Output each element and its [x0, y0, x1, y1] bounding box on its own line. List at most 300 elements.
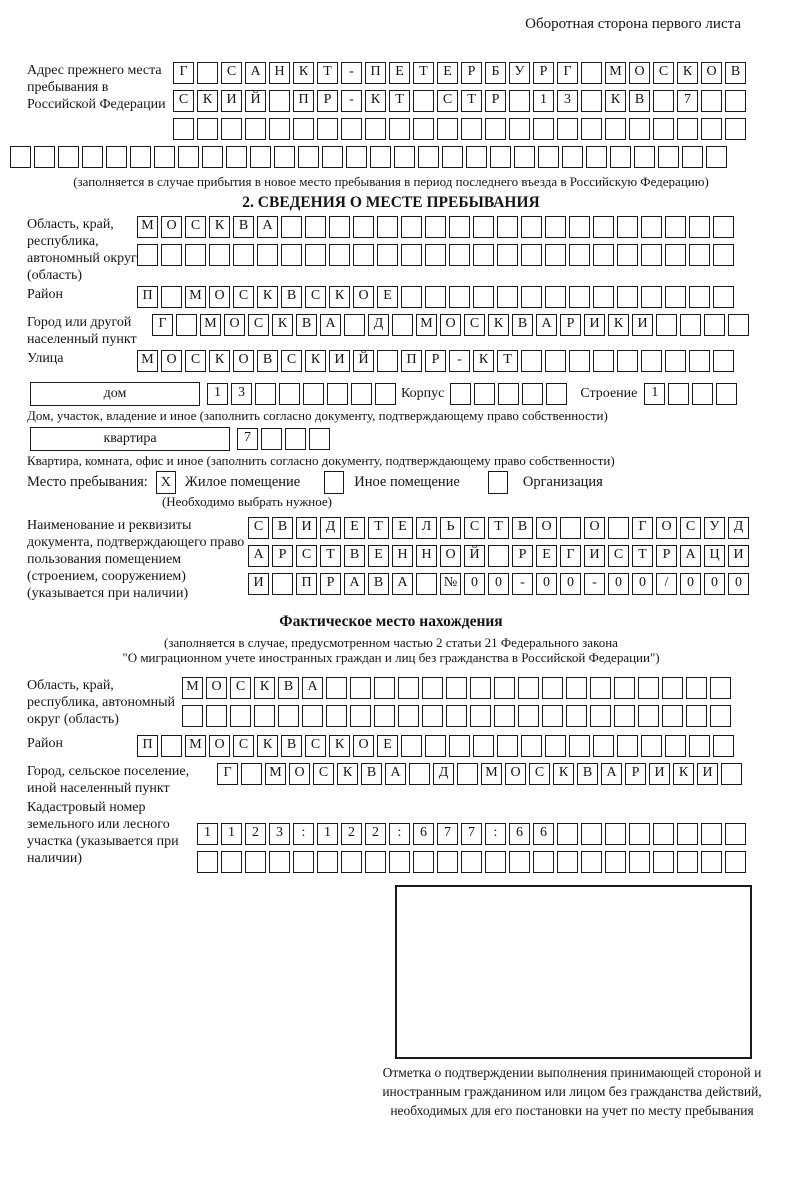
char-cell[interactable]: [634, 146, 655, 168]
char-cell[interactable]: [557, 118, 578, 140]
char-cell[interactable]: В: [361, 763, 382, 785]
char-cell[interactable]: [494, 705, 515, 727]
char-cell[interactable]: [326, 705, 347, 727]
char-cell[interactable]: 0: [680, 573, 701, 595]
char-cell[interactable]: Р: [485, 90, 506, 112]
char-cell[interactable]: Е: [368, 545, 389, 567]
char-cell[interactable]: 0: [632, 573, 653, 595]
char-cell[interactable]: 0: [608, 573, 629, 595]
char-cell[interactable]: [546, 383, 567, 405]
char-cell[interactable]: [590, 705, 611, 727]
char-cell[interactable]: А: [344, 573, 365, 595]
char-cell[interactable]: [377, 216, 398, 238]
char-cell[interactable]: [221, 118, 242, 140]
char-cell[interactable]: [614, 677, 635, 699]
char-cell[interactable]: [605, 851, 626, 873]
char-cell[interactable]: [365, 118, 386, 140]
char-cell[interactable]: [689, 735, 710, 757]
char-cell[interactable]: С: [296, 545, 317, 567]
char-cell[interactable]: 1: [207, 383, 228, 405]
char-cell[interactable]: [593, 244, 614, 266]
char-cell[interactable]: О: [505, 763, 526, 785]
char-cell[interactable]: [665, 286, 686, 308]
char-cell[interactable]: [322, 146, 343, 168]
char-cell[interactable]: [629, 118, 650, 140]
char-cell[interactable]: Е: [389, 62, 410, 84]
char-cell[interactable]: Р: [272, 545, 293, 567]
char-cell[interactable]: М: [200, 314, 221, 336]
char-cell[interactable]: [466, 146, 487, 168]
char-cell[interactable]: У: [509, 62, 530, 84]
char-cell[interactable]: [281, 244, 302, 266]
char-cell[interactable]: [497, 735, 518, 757]
char-cell[interactable]: [226, 146, 247, 168]
char-cell[interactable]: [569, 216, 590, 238]
char-cell[interactable]: [398, 705, 419, 727]
char-cell[interactable]: [713, 735, 734, 757]
char-cell[interactable]: К: [337, 763, 358, 785]
char-cell[interactable]: [713, 244, 734, 266]
char-cell[interactable]: П: [293, 90, 314, 112]
char-cell[interactable]: [710, 677, 731, 699]
char-cell[interactable]: [566, 705, 587, 727]
char-cell[interactable]: [375, 383, 396, 405]
char-cell[interactable]: О: [353, 735, 374, 757]
char-cell[interactable]: [581, 851, 602, 873]
char-cell[interactable]: [545, 216, 566, 238]
char-cell[interactable]: [521, 216, 542, 238]
char-cell[interactable]: [725, 118, 746, 140]
char-cell[interactable]: М: [265, 763, 286, 785]
char-cell[interactable]: [425, 735, 446, 757]
char-cell[interactable]: С: [608, 545, 629, 567]
char-cell[interactable]: [617, 244, 638, 266]
char-cell[interactable]: [497, 286, 518, 308]
char-cell[interactable]: [327, 383, 348, 405]
char-cell[interactable]: 6: [533, 823, 554, 845]
char-cell[interactable]: В: [512, 314, 533, 336]
char-cell[interactable]: [473, 216, 494, 238]
char-cell[interactable]: [725, 90, 746, 112]
char-cell[interactable]: [473, 286, 494, 308]
char-cell[interactable]: [206, 705, 227, 727]
char-cell[interactable]: [298, 146, 319, 168]
char-cell[interactable]: С: [281, 350, 302, 372]
char-cell[interactable]: [710, 705, 731, 727]
char-cell[interactable]: К: [677, 62, 698, 84]
char-cell[interactable]: 1: [197, 823, 218, 845]
char-cell[interactable]: [202, 146, 223, 168]
char-cell[interactable]: [401, 244, 422, 266]
char-cell[interactable]: [305, 216, 326, 238]
char-cell[interactable]: [653, 823, 674, 845]
char-cell[interactable]: [557, 851, 578, 873]
char-cell[interactable]: 0: [536, 573, 557, 595]
char-cell[interactable]: [617, 350, 638, 372]
char-cell[interactable]: Б: [485, 62, 506, 84]
char-cell[interactable]: Р: [317, 90, 338, 112]
char-cell[interactable]: [394, 146, 415, 168]
char-cell[interactable]: [605, 823, 626, 845]
char-cell[interactable]: О: [701, 62, 722, 84]
char-cell[interactable]: В: [344, 545, 365, 567]
char-cell[interactable]: [538, 146, 559, 168]
char-cell[interactable]: [497, 244, 518, 266]
char-cell[interactable]: [629, 823, 650, 845]
char-cell[interactable]: В: [257, 350, 278, 372]
char-cell[interactable]: [522, 383, 543, 405]
char-cell[interactable]: А: [601, 763, 622, 785]
char-cell[interactable]: А: [248, 545, 269, 567]
char-cell[interactable]: П: [365, 62, 386, 84]
char-cell[interactable]: 7: [461, 823, 482, 845]
char-cell[interactable]: К: [209, 216, 230, 238]
char-cell[interactable]: С: [437, 90, 458, 112]
char-cell[interactable]: [545, 244, 566, 266]
char-cell[interactable]: [521, 286, 542, 308]
char-cell[interactable]: 0: [728, 573, 749, 595]
char-cell[interactable]: [590, 677, 611, 699]
char-cell[interactable]: [593, 350, 614, 372]
char-cell[interactable]: [457, 763, 478, 785]
char-cell[interactable]: И: [584, 545, 605, 567]
char-cell[interactable]: [245, 851, 266, 873]
char-cell[interactable]: [542, 705, 563, 727]
char-cell[interactable]: [569, 735, 590, 757]
char-cell[interactable]: Д: [433, 763, 454, 785]
char-cell[interactable]: [461, 851, 482, 873]
char-cell[interactable]: Й: [245, 90, 266, 112]
char-cell[interactable]: [106, 146, 127, 168]
char-cell[interactable]: И: [248, 573, 269, 595]
char-cell[interactable]: С: [313, 763, 334, 785]
char-cell[interactable]: [437, 851, 458, 873]
char-cell[interactable]: В: [233, 216, 254, 238]
char-cell[interactable]: С: [248, 314, 269, 336]
char-cell[interactable]: И: [296, 517, 317, 539]
char-cell[interactable]: [533, 851, 554, 873]
char-cell[interactable]: О: [629, 62, 650, 84]
char-cell[interactable]: М: [185, 735, 206, 757]
char-cell[interactable]: М: [137, 350, 158, 372]
char-cell[interactable]: [293, 118, 314, 140]
char-cell[interactable]: Д: [728, 517, 749, 539]
char-cell[interactable]: Р: [625, 763, 646, 785]
char-cell[interactable]: [470, 677, 491, 699]
char-cell[interactable]: [344, 314, 365, 336]
char-cell[interactable]: Г: [173, 62, 194, 84]
char-cell[interactable]: [303, 383, 324, 405]
char-cell[interactable]: [425, 244, 446, 266]
char-cell[interactable]: [689, 350, 710, 372]
char-cell[interactable]: [518, 677, 539, 699]
char-cell[interactable]: [677, 823, 698, 845]
char-cell[interactable]: [521, 350, 542, 372]
char-cell[interactable]: В: [725, 62, 746, 84]
char-cell[interactable]: С: [221, 62, 242, 84]
char-cell[interactable]: [450, 383, 471, 405]
char-cell[interactable]: А: [536, 314, 557, 336]
char-cell[interactable]: К: [673, 763, 694, 785]
char-cell[interactable]: №: [440, 573, 461, 595]
char-cell[interactable]: [485, 851, 506, 873]
char-cell[interactable]: 0: [464, 573, 485, 595]
char-cell[interactable]: [653, 851, 674, 873]
char-cell[interactable]: [209, 244, 230, 266]
char-cell[interactable]: [230, 705, 251, 727]
char-cell[interactable]: О: [584, 517, 605, 539]
char-cell[interactable]: [721, 763, 742, 785]
char-cell[interactable]: [677, 118, 698, 140]
char-cell[interactable]: [728, 314, 749, 336]
char-cell[interactable]: Г: [560, 545, 581, 567]
char-cell[interactable]: [497, 216, 518, 238]
char-cell[interactable]: 1: [317, 823, 338, 845]
char-cell[interactable]: К: [272, 314, 293, 336]
char-cell[interactable]: :: [389, 823, 410, 845]
char-cell[interactable]: И: [584, 314, 605, 336]
char-cell[interactable]: [346, 146, 367, 168]
char-cell[interactable]: [473, 735, 494, 757]
char-cell[interactable]: М: [137, 216, 158, 238]
char-cell[interactable]: В: [512, 517, 533, 539]
char-cell[interactable]: М: [481, 763, 502, 785]
char-cell[interactable]: [581, 62, 602, 84]
char-cell[interactable]: [130, 146, 151, 168]
char-cell[interactable]: И: [728, 545, 749, 567]
char-cell[interactable]: К: [305, 350, 326, 372]
char-cell[interactable]: [161, 286, 182, 308]
char-cell[interactable]: [269, 118, 290, 140]
char-cell[interactable]: [269, 90, 290, 112]
char-cell[interactable]: Г: [152, 314, 173, 336]
char-cell[interactable]: Р: [425, 350, 446, 372]
char-cell[interactable]: [514, 146, 535, 168]
char-cell[interactable]: [545, 350, 566, 372]
char-cell[interactable]: [449, 286, 470, 308]
char-cell[interactable]: Р: [656, 545, 677, 567]
char-cell[interactable]: Г: [217, 763, 238, 785]
char-cell[interactable]: С: [305, 286, 326, 308]
char-cell[interactable]: Н: [269, 62, 290, 84]
char-cell[interactable]: С: [653, 62, 674, 84]
char-cell[interactable]: О: [233, 350, 254, 372]
char-cell[interactable]: [704, 314, 725, 336]
char-cell[interactable]: А: [385, 763, 406, 785]
char-cell[interactable]: [474, 383, 495, 405]
char-cell[interactable]: Е: [377, 735, 398, 757]
char-cell[interactable]: [309, 428, 330, 450]
char-cell[interactable]: [326, 677, 347, 699]
char-cell[interactable]: [353, 244, 374, 266]
char-cell[interactable]: [389, 118, 410, 140]
char-cell[interactable]: [446, 677, 467, 699]
char-cell[interactable]: М: [182, 677, 203, 699]
char-cell[interactable]: К: [329, 735, 350, 757]
char-cell[interactable]: [161, 244, 182, 266]
char-cell[interactable]: [341, 851, 362, 873]
char-cell[interactable]: [662, 705, 683, 727]
char-cell[interactable]: Н: [416, 545, 437, 567]
char-cell[interactable]: [653, 90, 674, 112]
char-cell[interactable]: К: [473, 350, 494, 372]
char-cell[interactable]: [442, 146, 463, 168]
char-cell[interactable]: [374, 705, 395, 727]
char-cell[interactable]: [351, 383, 372, 405]
char-cell[interactable]: А: [257, 216, 278, 238]
char-cell[interactable]: [274, 146, 295, 168]
char-cell[interactable]: [662, 677, 683, 699]
char-cell[interactable]: [725, 851, 746, 873]
char-cell[interactable]: [269, 851, 290, 873]
char-cell[interactable]: [668, 383, 689, 405]
char-cell[interactable]: 1: [644, 383, 665, 405]
char-cell[interactable]: [545, 286, 566, 308]
char-cell[interactable]: В: [577, 763, 598, 785]
char-cell[interactable]: [617, 735, 638, 757]
char-cell[interactable]: [398, 677, 419, 699]
char-cell[interactable]: О: [440, 314, 461, 336]
char-cell[interactable]: [686, 677, 707, 699]
char-cell[interactable]: [490, 146, 511, 168]
char-cell[interactable]: О: [289, 763, 310, 785]
char-cell[interactable]: 3: [231, 383, 252, 405]
char-cell[interactable]: С: [233, 286, 254, 308]
char-cell[interactable]: В: [281, 286, 302, 308]
char-cell[interactable]: [569, 286, 590, 308]
char-cell[interactable]: [281, 216, 302, 238]
char-cell[interactable]: О: [161, 216, 182, 238]
char-cell[interactable]: [173, 118, 194, 140]
char-cell[interactable]: 0: [704, 573, 725, 595]
char-cell[interactable]: [425, 216, 446, 238]
char-cell[interactable]: [413, 118, 434, 140]
char-cell[interactable]: А: [245, 62, 266, 84]
char-cell[interactable]: [82, 146, 103, 168]
stay-option-residential-checkbox[interactable]: X: [156, 471, 176, 494]
char-cell[interactable]: [353, 216, 374, 238]
char-cell[interactable]: [278, 705, 299, 727]
char-cell[interactable]: [689, 244, 710, 266]
char-cell[interactable]: А: [680, 545, 701, 567]
char-cell[interactable]: [370, 146, 391, 168]
char-cell[interactable]: [255, 383, 276, 405]
char-cell[interactable]: И: [221, 90, 242, 112]
char-cell[interactable]: 3: [269, 823, 290, 845]
char-cell[interactable]: [485, 118, 506, 140]
char-cell[interactable]: [521, 244, 542, 266]
char-cell[interactable]: К: [329, 286, 350, 308]
char-cell[interactable]: [509, 851, 530, 873]
char-cell[interactable]: [680, 314, 701, 336]
char-cell[interactable]: К: [293, 62, 314, 84]
char-cell[interactable]: Н: [392, 545, 413, 567]
char-cell[interactable]: [317, 118, 338, 140]
char-cell[interactable]: Т: [368, 517, 389, 539]
char-cell[interactable]: Л: [416, 517, 437, 539]
char-cell[interactable]: П: [401, 350, 422, 372]
char-cell[interactable]: [614, 705, 635, 727]
char-cell[interactable]: П: [137, 735, 158, 757]
char-cell[interactable]: Ц: [704, 545, 725, 567]
char-cell[interactable]: Р: [512, 545, 533, 567]
char-cell[interactable]: [154, 146, 175, 168]
char-cell[interactable]: В: [278, 677, 299, 699]
char-cell[interactable]: [617, 286, 638, 308]
char-cell[interactable]: [569, 244, 590, 266]
char-cell[interactable]: 2: [365, 823, 386, 845]
char-cell[interactable]: [197, 118, 218, 140]
char-cell[interactable]: О: [353, 286, 374, 308]
char-cell[interactable]: [365, 851, 386, 873]
char-cell[interactable]: [285, 428, 306, 450]
char-cell[interactable]: 2: [341, 823, 362, 845]
char-cell[interactable]: С: [464, 314, 485, 336]
char-cell[interactable]: [413, 851, 434, 873]
char-cell[interactable]: [377, 244, 398, 266]
char-cell[interactable]: [586, 146, 607, 168]
char-cell[interactable]: С: [230, 677, 251, 699]
char-cell[interactable]: [641, 735, 662, 757]
char-cell[interactable]: [250, 146, 271, 168]
char-cell[interactable]: О: [161, 350, 182, 372]
char-cell[interactable]: Д: [320, 517, 341, 539]
char-cell[interactable]: Т: [317, 62, 338, 84]
char-cell[interactable]: [245, 118, 266, 140]
char-cell[interactable]: [182, 705, 203, 727]
char-cell[interactable]: [449, 735, 470, 757]
char-cell[interactable]: Д: [368, 314, 389, 336]
char-cell[interactable]: [317, 851, 338, 873]
char-cell[interactable]: И: [329, 350, 350, 372]
char-cell[interactable]: О: [206, 677, 227, 699]
char-cell[interactable]: [374, 677, 395, 699]
char-cell[interactable]: Т: [632, 545, 653, 567]
char-cell[interactable]: Р: [533, 62, 554, 84]
char-cell[interactable]: [593, 216, 614, 238]
char-cell[interactable]: [545, 735, 566, 757]
char-cell[interactable]: [692, 383, 713, 405]
char-cell[interactable]: -: [584, 573, 605, 595]
char-cell[interactable]: [713, 350, 734, 372]
char-cell[interactable]: [713, 216, 734, 238]
char-cell[interactable]: [581, 118, 602, 140]
char-cell[interactable]: Й: [353, 350, 374, 372]
char-cell[interactable]: [557, 823, 578, 845]
char-cell[interactable]: Е: [392, 517, 413, 539]
char-cell[interactable]: [233, 244, 254, 266]
char-cell[interactable]: И: [632, 314, 653, 336]
char-cell[interactable]: [446, 705, 467, 727]
char-cell[interactable]: Г: [632, 517, 653, 539]
char-cell[interactable]: [34, 146, 55, 168]
stay-option-other-checkbox[interactable]: [324, 471, 344, 494]
char-cell[interactable]: А: [392, 573, 413, 595]
char-cell[interactable]: Г: [557, 62, 578, 84]
char-cell[interactable]: [521, 735, 542, 757]
char-cell[interactable]: [221, 851, 242, 873]
char-cell[interactable]: С: [233, 735, 254, 757]
char-cell[interactable]: [279, 383, 300, 405]
char-cell[interactable]: [617, 216, 638, 238]
char-cell[interactable]: [581, 823, 602, 845]
char-cell[interactable]: [566, 677, 587, 699]
char-cell[interactable]: [401, 216, 422, 238]
char-cell[interactable]: С: [529, 763, 550, 785]
char-cell[interactable]: [629, 851, 650, 873]
char-cell[interactable]: В: [281, 735, 302, 757]
char-cell[interactable]: [293, 851, 314, 873]
